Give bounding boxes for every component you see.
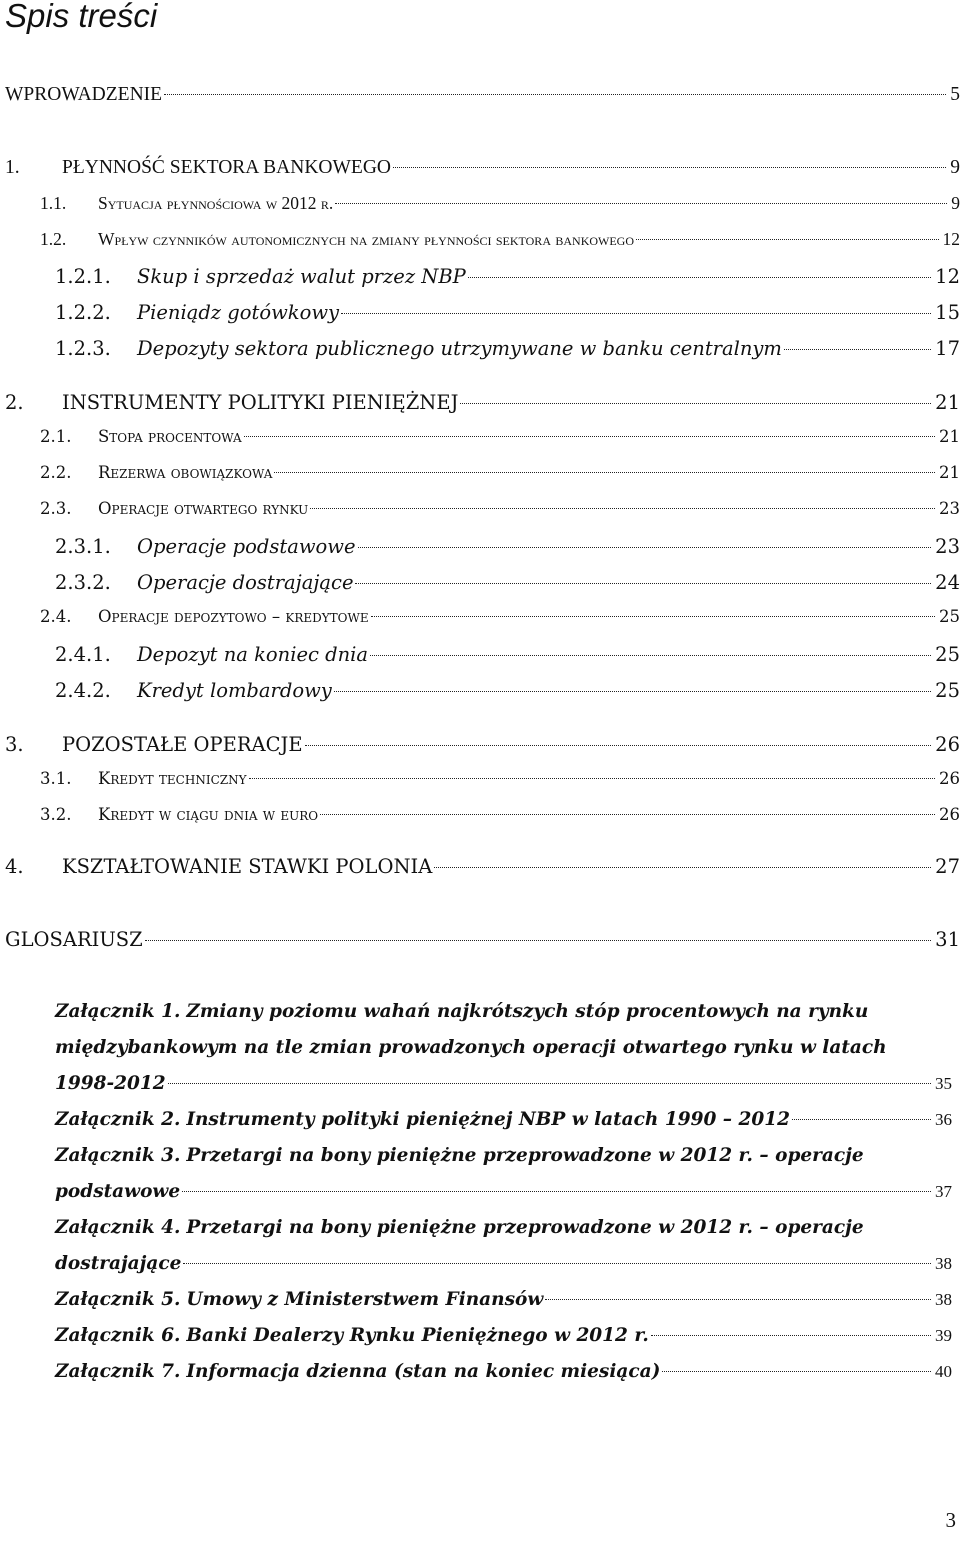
toc-entry-page: 25 [935,643,960,666]
toc-entry-number: 2.4. [40,607,72,626]
dot-leader [784,349,931,350]
toc-entry-title: PŁYNNOŚĆ SEKTORA BANKOWEGO [62,157,391,178]
toc-entry[interactable] [0,855,960,883]
dot-leader [244,436,935,437]
toc-entry-page: 21 [935,391,960,414]
toc-entry-page: 9 [950,157,960,178]
annex-label: Załącznik 4. [55,1217,181,1238]
toc-entry-title: INSTRUMENTY POLITYKI PIENIĘŻNEJ [62,391,459,414]
toc-entry-number: 1. [5,157,20,178]
toc-entry[interactable] [0,643,960,671]
annex-label: Załącznik 7. [55,1361,181,1382]
toc-entry-number: 3. [5,733,24,756]
toc-entry[interactable] [0,193,960,221]
annex-page: 35 [935,1074,952,1093]
toc-entry[interactable] [0,337,960,365]
toc-entry-number: 1.2.2. [55,301,111,324]
annex-title-line: Instrumenty polityki pieniężnej NBP w latach 1990 – 2012 [186,1109,790,1130]
annex-label: Załącznik 2. [55,1109,181,1130]
annex-label: Załącznik 6. [55,1325,181,1346]
annex-title-line: Informacja dzienna (stan na koniec miesiąca) [186,1361,661,1382]
dot-leader [182,1191,931,1192]
toc-entry-number: 1.2.3. [55,337,111,360]
dot-leader [305,745,932,746]
dot-leader [310,508,935,509]
toc-entry-title: KSZTAŁTOWANIE STAWKI POLONIA [62,855,433,878]
annex-title-line: dostrajające [55,1253,182,1274]
toc-entry-title: Operacje otwartego rynku [98,499,309,518]
dot-leader [168,1083,931,1084]
dot-leader [371,616,935,617]
toc-entry[interactable] [0,84,960,112]
annex-label: Załącznik 3. [55,1145,181,1166]
toc-entry-title: Kredyt techniczny [98,769,247,788]
annex-page: 38 [935,1290,952,1309]
toc-entry[interactable] [0,427,960,455]
toc-entry-title: Wpływ czynników autonomicznych na zmiany płynności sektora bankowego [98,229,635,249]
dot-leader [249,778,935,779]
toc-entry-page: 23 [939,499,960,518]
toc-entry-page: 15 [935,301,960,324]
toc-entry-title: POZOSTAŁE OPERACJE [62,733,303,756]
toc-entry-page: 21 [939,427,960,446]
toc-entry-title: Depozyty sektora publicznego utrzymywane w banku centralnym [137,337,782,360]
dot-leader [370,655,931,656]
toc-entry-title: Operacje dostrajające [137,571,354,594]
toc-entry-page: 25 [939,607,960,626]
dot-leader [341,313,931,314]
annex-page: 36 [935,1110,952,1129]
toc-entry-number: 3.2. [40,805,72,824]
dot-leader [651,1335,931,1336]
toc-entry-title: GLOSARIUSZ [5,928,143,951]
toc-entry-number: 2.1. [40,427,72,446]
dot-leader [274,472,935,473]
toc-entry-title: Kredyt w ciągu dnia w euro [98,805,319,824]
toc-entry-page: 21 [939,463,960,482]
annex-entry[interactable] [55,1145,952,1217]
toc-entry-page: 12 [942,229,960,249]
dot-leader [320,814,935,815]
toc-entry-title: Kredyt lombardowy [137,679,332,702]
toc-entry-number: 2. [5,391,24,414]
toc-entry[interactable] [0,805,960,833]
annex-title-line: Przetargi na bony pieniężne przeprowadzone w 2012 r. – operacje [186,1217,864,1238]
toc-entry-title: Stopa procentowa [98,427,242,446]
toc-entry-title: Rezerwa obowiązkowa [98,463,273,482]
toc-entry[interactable] [0,571,960,599]
toc-entry[interactable] [0,607,960,635]
toc-entry-title: Operacje depozytowo – kredytowe [98,607,369,626]
toc-entry-page: 27 [935,855,960,878]
dot-leader [334,691,931,692]
annex-entry[interactable] [55,1325,952,1361]
dot-leader [434,867,931,868]
toc-entry[interactable] [0,157,960,185]
annex-title-line: Umowy z Ministerstwem Finansów [186,1289,544,1310]
annex-title-line: Banki Dealerzy Rynku Pieniężnego w 2012 r. [186,1325,649,1346]
dot-leader [358,547,932,548]
annex-title-line: Zmiany poziomu wahań najkrótszych stóp procentowych na rynku [186,1001,869,1022]
toc-entry[interactable] [0,229,960,257]
annex-entry[interactable] [55,1289,952,1325]
toc-entry-title: Operacje podstawowe [137,535,356,558]
toc-entry-number: 3.1. [40,769,72,788]
annex-label: Załącznik 5. [55,1289,181,1310]
toc-entry[interactable] [0,301,960,329]
toc-entry[interactable] [0,928,960,956]
annex-page: 38 [935,1254,952,1273]
annex-entry[interactable] [55,1217,952,1289]
dot-leader [662,1371,931,1372]
toc-entry-number: 2.3. [40,499,72,518]
toc-entry-page: 26 [935,733,960,756]
page-number: 3 [945,1508,956,1532]
toc-entry-page: 25 [935,679,960,702]
annex-label: Załącznik 1. [55,1001,181,1022]
dot-leader [545,1299,931,1300]
annex-page: 37 [935,1182,952,1201]
toc-entry[interactable] [0,679,960,707]
annex-title-line: podstawowe [55,1181,181,1202]
dot-leader [460,403,931,404]
annex-title-line: 1998-2012 [55,1073,166,1094]
toc-entry-number: 1.2. [40,229,67,249]
toc-entry-number: 2.4.1. [55,643,111,666]
toc-entry-page: 24 [935,571,960,594]
page-title: Spis treści [5,0,158,34]
toc-entry-number: 4. [5,855,24,878]
toc-entry[interactable] [0,499,960,527]
toc-entry-title: Sytuacja płynnościowa w 2012 r. [98,193,334,213]
toc-entry-page: 12 [935,265,960,288]
toc-entry-title: Pieniądz gotówkowy [137,301,340,324]
toc-entry-number: 2.3.2. [55,571,111,594]
toc-entry-number: 1.2.1. [55,265,111,288]
toc-entry-number: 2.4.2. [55,679,111,702]
annex-title-line: międzybankowym na tle zmian prowadzonych operacji otwartego rynku w latach [55,1037,887,1058]
toc-entry-page: 26 [939,769,960,788]
dot-leader [145,940,931,941]
annex-entry[interactable] [55,1361,952,1397]
toc-entry[interactable] [0,769,960,797]
annex-page: 39 [935,1326,952,1345]
toc-entry-number: 2.3.1. [55,535,111,558]
toc-entry-page: 17 [935,337,960,360]
dot-leader [393,167,946,168]
toc-entry[interactable] [0,391,960,419]
toc-entry[interactable] [0,265,960,293]
toc-entry-number: 1.1. [40,193,67,213]
toc-entry[interactable] [0,535,960,563]
dot-leader [164,94,946,95]
toc-entry-page: 26 [939,805,960,824]
toc-entry-page: 23 [935,535,960,558]
toc-entry-page: 31 [935,928,960,951]
dot-leader [355,583,931,584]
toc-entry-title: Depozyt na koniec dnia [137,643,369,666]
dot-leader [183,1263,931,1264]
dot-leader [335,203,947,204]
annex-entry[interactable] [55,1109,952,1145]
annex-page: 40 [935,1362,952,1381]
dot-leader [792,1119,931,1120]
toc-entry-number: 2.2. [40,463,72,482]
annex-title-line: Przetargi na bony pieniężne przeprowadzone w 2012 r. – operacje [186,1145,864,1166]
dot-leader [468,277,931,278]
toc-entry-title: WPROWADZENIE [5,84,163,105]
toc-entry[interactable] [0,733,960,761]
toc-entry-page: 5 [950,84,960,105]
toc-entry[interactable] [0,463,960,491]
dot-leader [636,239,938,240]
annex-entry[interactable] [55,1001,952,1109]
toc-entry-title: Skup i sprzedaż walut przez NBP [137,265,466,288]
toc-entry-page: 9 [951,193,960,213]
